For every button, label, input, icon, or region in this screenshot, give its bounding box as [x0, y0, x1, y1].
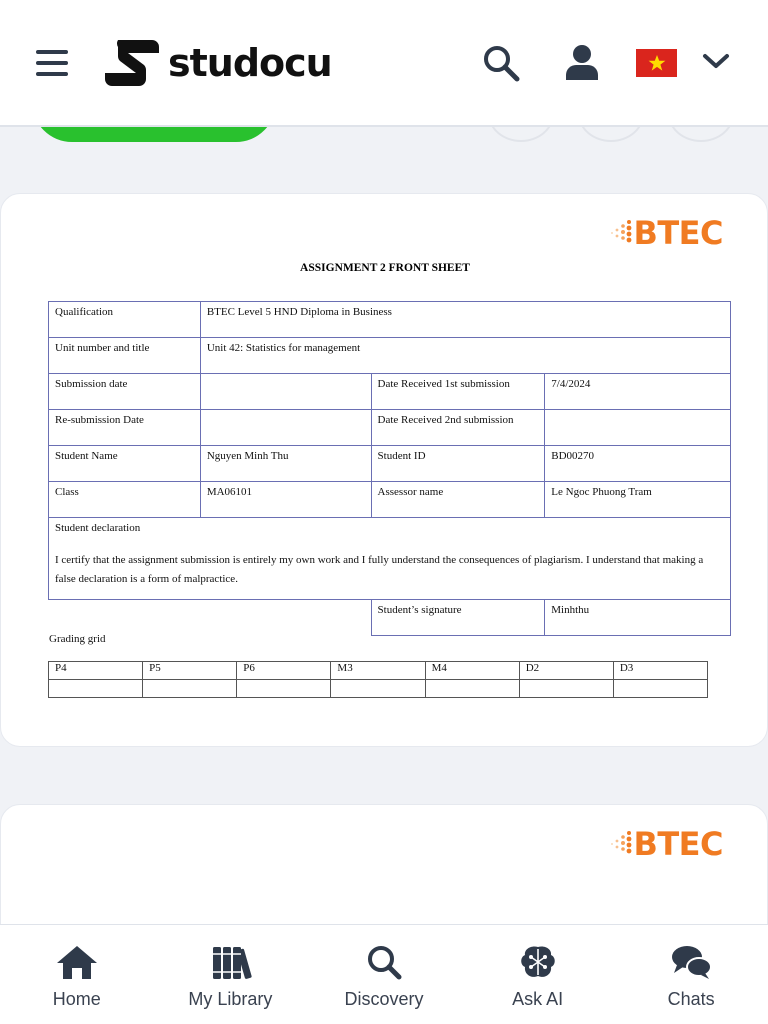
- document-page-2: [0, 804, 768, 944]
- signature-value: Minhthu: [545, 600, 731, 636]
- grade-cell: [613, 680, 707, 698]
- student-name-value: Nguyen Minh Thu: [200, 446, 371, 482]
- btec-logo-text: BTEC: [633, 214, 723, 252]
- table-row: [49, 446, 731, 482]
- search-icon[interactable]: [482, 44, 520, 82]
- nav-chats[interactable]: [614, 925, 768, 1024]
- nav-my-library-label: My Library: [188, 989, 273, 1009]
- btec-logo: [609, 214, 723, 252]
- signature-label: Student’s signature: [371, 600, 545, 636]
- document-page-1: [0, 193, 768, 747]
- flag-star-icon: [648, 54, 666, 72]
- grade-header: M4: [425, 662, 519, 680]
- nav-my-library[interactable]: [154, 925, 308, 1024]
- grade-header: D2: [519, 662, 613, 680]
- chat-bubbles-icon: [669, 943, 713, 981]
- btec-logo-text: BTEC: [633, 825, 723, 863]
- studocu-logo-icon: [104, 38, 160, 88]
- class-value: MA06101: [200, 482, 371, 518]
- submission-date-label: Submission date: [49, 374, 201, 410]
- table-row: [49, 374, 731, 410]
- date-received-1-value: 7/4/2024: [545, 374, 731, 410]
- table-row: [49, 600, 731, 636]
- grade-cell: [237, 680, 331, 698]
- declaration-text: I certify that the assignment submission is entirely my own work and I fully understand the consequences of plagiarism. I understand that making a false declaration is a form of malpractice.: [55, 554, 704, 585]
- table-row: [49, 302, 731, 338]
- resubmission-value: [200, 410, 371, 446]
- assessor-value: Le Ngoc Phuong Tram: [545, 482, 731, 518]
- library-books-icon: [208, 943, 252, 981]
- table-row: [49, 518, 731, 600]
- declaration-cell: [49, 518, 731, 600]
- btec-dots-icon: [609, 829, 633, 859]
- grade-cell: [49, 680, 143, 698]
- unit-value: Unit 42: Statistics for management: [200, 338, 730, 374]
- grade-header: P4: [49, 662, 143, 680]
- chevron-down-icon[interactable]: [702, 52, 730, 70]
- submission-date-value: [200, 374, 371, 410]
- assessor-label: Assessor name: [371, 482, 545, 518]
- studocu-logo[interactable]: [104, 38, 332, 88]
- hamburger-menu-icon[interactable]: [36, 50, 68, 76]
- nav-discovery-label: Discovery: [344, 989, 424, 1009]
- grading-grid-table: [48, 661, 708, 698]
- resubmission-label: Re-submission Date: [49, 410, 201, 446]
- grade-header: D3: [613, 662, 707, 680]
- student-id-label: Student ID: [371, 446, 545, 482]
- empty-cell: [49, 600, 372, 636]
- grading-value-row: [49, 680, 708, 698]
- nav-discovery[interactable]: [307, 925, 461, 1024]
- vietnam-flag-icon[interactable]: [636, 49, 677, 77]
- brain-ai-icon: [516, 943, 560, 981]
- student-name-label: Student Name: [49, 446, 201, 482]
- unit-label: Unit number and title: [49, 338, 201, 374]
- grade-cell: [331, 680, 425, 698]
- grade-header: M3: [331, 662, 425, 680]
- grade-header: P6: [237, 662, 331, 680]
- date-received-1-label: Date Received 1st submission: [371, 374, 545, 410]
- declaration-title: Student declaration: [55, 522, 141, 534]
- btec-logo: [609, 825, 723, 863]
- table-row: [49, 338, 731, 374]
- front-sheet-table: [48, 301, 731, 636]
- nav-ask-ai-label: Ask AI: [512, 989, 564, 1009]
- grading-grid-label: Grading grid: [49, 633, 106, 645]
- top-header: [0, 0, 768, 127]
- document-title: ASSIGNMENT 2 FRONT SHEET: [300, 262, 470, 274]
- date-received-2-value: [545, 410, 731, 446]
- nav-ask-ai[interactable]: [461, 925, 615, 1024]
- date-received-2-label: Date Received 2nd submission: [371, 410, 545, 446]
- table-row: [49, 482, 731, 518]
- qualification-value: BTEC Level 5 HND Diploma in Business: [200, 302, 730, 338]
- home-icon: [55, 943, 99, 981]
- student-id-value: BD00270: [545, 446, 731, 482]
- discovery-search-icon: [362, 943, 406, 981]
- user-account-icon[interactable]: [565, 44, 599, 80]
- btec-dots-icon: [609, 218, 633, 248]
- table-row: [49, 410, 731, 446]
- qualification-label: Qualification: [49, 302, 201, 338]
- nav-chats-label: Chats: [667, 989, 715, 1009]
- bottom-navigation: [0, 924, 768, 1024]
- grade-cell: [425, 680, 519, 698]
- class-label: Class: [49, 482, 201, 518]
- nav-home-label: Home: [52, 989, 101, 1009]
- grade-cell: [519, 680, 613, 698]
- brand-name: studocu: [168, 41, 332, 85]
- grading-header-row: [49, 662, 708, 680]
- grade-cell: [143, 680, 237, 698]
- nav-home[interactable]: [0, 925, 154, 1024]
- grade-header: P5: [143, 662, 237, 680]
